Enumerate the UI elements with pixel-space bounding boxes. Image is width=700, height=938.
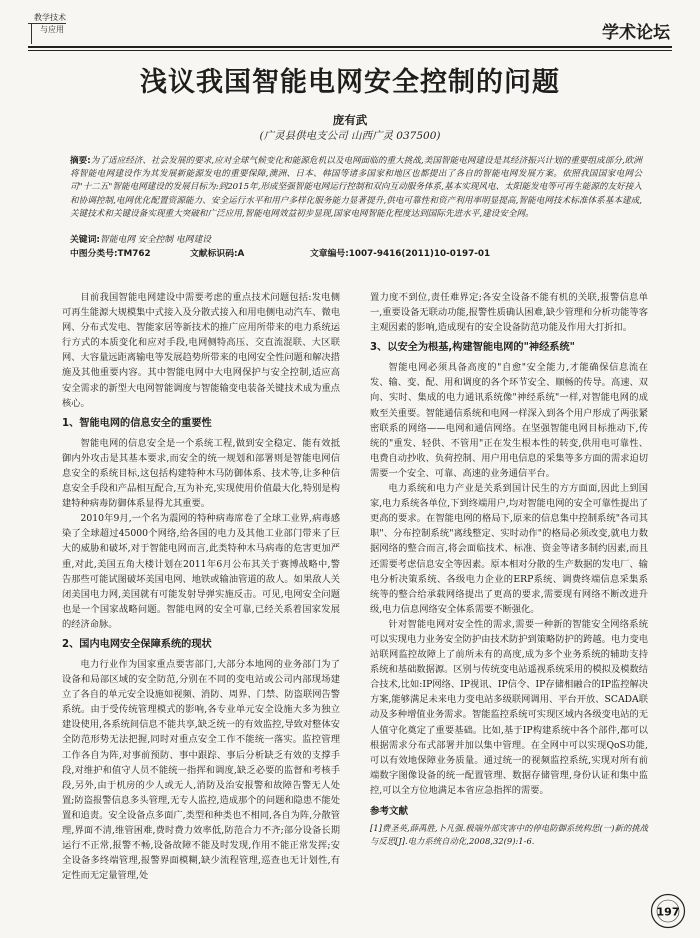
page-header <box>28 8 672 48</box>
section-top: 教学技术 <box>34 13 66 22</box>
references-heading: 参考文献 <box>370 806 409 817</box>
section-heading-1: 1、智能电网的信息安全的重要性 <box>62 417 212 429</box>
column-name: 学术论坛 <box>602 23 670 43</box>
keywords-text: 智能电网 安全控制 电网建设 <box>99 235 212 245</box>
paragraph: 智能电网必须具备高度的"自愈"安全能力,才能确保信息流在发、输、变、配、用和调度的各个环节安全、顺畅的传导。高速、双向、实时、集成的电力通讯系统像"神经系统"一样,对智能电网的成败至关重要。智能通信系统和电网一样深入到各个用户形成了两张紧密联系的网络——电网和通信网络。在坚强智能电网目标推动下,传统的"重发、轻供、不管用"正在发生根本性的转变,供用电可靠性、电费自动抄收、负荷控制、用户用电信息的采集等多方面的需求迫切需要一个安全、可靠、高速的业务通信平台。 <box>370 362 648 479</box>
abstract <box>70 155 642 221</box>
paragraph: 电力系统和电力产业是关系到国计民生的方方面面,因此上到国家,电力系统各单位,下到终端用户,均对智能电网的安全可靠性提出了更高的要求。在智能电网的格局下,原来的信息集中控制系统"各司其职"、分布控制系统"离线整定、实时动作"的格局必须改变,就电力数据网络的整合而言,将会面临技术、标准、资金等诸多制约因素,而且还需要考虑信息安全等因素。原本相对分散的生产数据的发电厂、输电分析决策系统、各级电力企业的ERP系统、调费终端信息采集系统等的整合给承载网络提出了更高的要求,需要现有网络不断改进升级,电力信息网络安全体系需要不断强化。 <box>370 483 648 615</box>
page-number-seal <box>650 893 686 929</box>
paragraph: 针对智能电网对安全性的需求,需要一种新的智能安全网络系统可以实现电力业务安全防护由技术防护到策略防护的跨越。电力变电站联网监控故障上了前所未有的高度,成为多个业务系统的辅助支持系统和基础数据源。区别与传统变电站遥视系统采用的模拟及模数结合技术,比如:IP网络、IP视讯、IP信令、IP存储相融合的IP监控解决方案,能够满足未来电力变电站多级联网调用、平台开放、SCADA联动及多种增值业务需求。智能监控系统可实现区域内各级变电站的无人值守化奠定了重要基础。比如,基于IP构建系统中各个部件,都可以根据需求分布式部署并加以集中管理。在全网中可以实现QoS功能,可以有效地保障业务质量。通过统一的视频监控系统,实现对所有前端数字图像设备的统一配置管理、数据存储管理,身份认证和集中监控,可以全方位地满足本省应急指挥的需要。 <box>370 618 648 796</box>
right-column <box>370 290 648 848</box>
class-number: 中图分类号:TM762 <box>70 249 151 259</box>
abstract-label: 摘要: <box>70 156 91 166</box>
section-heading-3: 3、以安全为根基,构建智能电网的"神经系统" <box>370 342 575 354</box>
left-column <box>62 290 340 883</box>
affiliation: (广灵县供电支公司 山西广灵 037500) <box>259 130 441 142</box>
page-number: 197 <box>656 905 680 919</box>
header-rule-thin <box>28 50 672 51</box>
header-rule <box>28 46 672 48</box>
paragraph: 目前我国智能电网建设中需要考虑的重点技术问题包括:发电侧可再生能源大规模集中式接入及分散式接入和用电侧电动汽车、微电网、分布式发电、智能家居等新技术的推广应用所带来的电力系统运行方式的本质变化和应对手段,电网侧特高压、交直流混联、大区联网、大容量远距离输电等发展趋势所带来的电网安全性问题和解决措施及其他重要内容。其中智能电网中大电网保护与安全控制,适应高安全需求的新型大电网智能调度与智能输变电装备关键技术成为重点核心。 <box>62 292 340 409</box>
paragraph: 2010年9月,一个名为震网的特种病毒席卷了全球工业界,病毒感染了全球超过45000个网络,给各国的电力及其他工业部门带来了巨大的威胁和破坏,对于智能电网而言,此类特种木马病毒的危害更加严重,对此,美国五角大楼计划在2011年6月公布其关于赛博战略中,警告那些可能试图破坏美国电网、地铁或输油管道的敌人。如果敌人关闭美国电力网,美国就有可能发射导弹实施反击。可见,电网安全问题也是一个国家战略问题。智能电网的安全可靠,已经关系着国家发展的经济命脉。 <box>62 513 340 630</box>
header-bar <box>31 24 32 44</box>
article-number: 文章编号:1007-9416(2011)10-0197-01 <box>310 249 491 259</box>
reference-item: [1]费圣英,薛禹胜,卜凡强.极端外部灾害中的停电防御系统构思(一)新的挑战与反思[J].电力系统自动化,2008,32(9):1-6. <box>370 823 648 847</box>
paragraph-continued: 置力度不到位,责任难界定;各安全设备不能有机的关联,报警信息单一,重要设备无联动功能,报警性质确认困难,缺少管理和分析功能等客主观因素的影响,造成现有的安全设备防范功能及作用大打折扣。 <box>370 292 648 334</box>
keywords <box>70 232 211 245</box>
classification-line <box>70 246 490 259</box>
document-code: 文献标识码:A <box>190 249 245 259</box>
section-bottom: 与应用 <box>28 23 66 35</box>
author: 庞有武 <box>332 113 368 127</box>
paragraph: 智能电网的信息安全是一个系统工程,做到安全稳定、能有效抵御内外攻击是其基本要求,而安全的统一规划和部署则是智能电网信息安全的系统目标,这包括构建特种木马防御体系、技术等,让多种信息安全手段和产品相互配合,互为补充,实现使用价值最大化,特别是构建特种病毒防御体系显得尤其重要。 <box>62 437 340 510</box>
paragraph: 电力行业作为国家重点要害部门,大部分本地网的业务部门为了设备和局部区域的安全防范,分别在不同的变电站或公司内部现场建立了各自的单元安全设施如视频、消防、周界、门禁、防盗联网告警系统。由于受传统管理模式的影响,各专业单元安全设施大多为独立建设使用,各系统间信息不能共享,缺乏统一的有效监控,导致对整体安全防范形势无法把握,同时对重点安全工作不能统一落实。监控管理工作各自为阵,对事前预防、事中跟踪、事后分析缺乏有效的支撑手段,对维护和值守人员不能统一指挥和调度,缺乏必要的监督和考核手段,另外,由于机房的少人或无人,消防及治安报警和故障告警无人处置;防盗报警信息多头管理,无专人监控,造成那个的问题和隐患不能处置和追责。安全设备点多面广,类型和种类也不相同,各自为阵,分散管理,界面不清,维管困难,费时费力效率低,防范合力不齐;部分设备长期运行不正常,报警不畅,设备故障不能及时发现,作用不能正常发挥;安全设备多终端管理,报警界面模糊,缺少流程管理,巡查也无计划性,有定性而无定量管理,处 <box>62 658 340 882</box>
article-title: 浅议我国智能电网安全控制的问题 <box>140 67 560 98</box>
abstract-text: 为了适应经济、社会发展的要求,应对全球气候变化和能源危机以及电网面临的重大挑战,美国智能电网建设是其经济振兴计划的重要组成部分,欧洲将智能电网建设作为其发展新能源发电的重要保障,澳洲、日本、韩国等诸多国家和地区也都提出了各自的智能电网发展方案。依照我国国家电网公司"十二五"智能电网建设的发展目标为:到2015年,形成坚强智能电网运行控制和双向互动服务体系,基本实现风电、太阳能发电等可再生能源的友好接入和协调控制,电网优化配置资源能力、安全运行水平和用户多样化服务能力显著提升,供电可靠性和资产利用率明显提高,智能电网技术标准体系基本建成,关键技术和关键设备实现重大突破和广泛应用,智能电网效益初步显现,国家电网智能化程度达到国际先进水平,建设安全网。 <box>70 156 643 219</box>
section-heading-2: 2、国内电网安全保障系统的现状 <box>62 638 212 650</box>
section-label <box>28 12 66 35</box>
keywords-label: 关键词: <box>70 235 100 245</box>
